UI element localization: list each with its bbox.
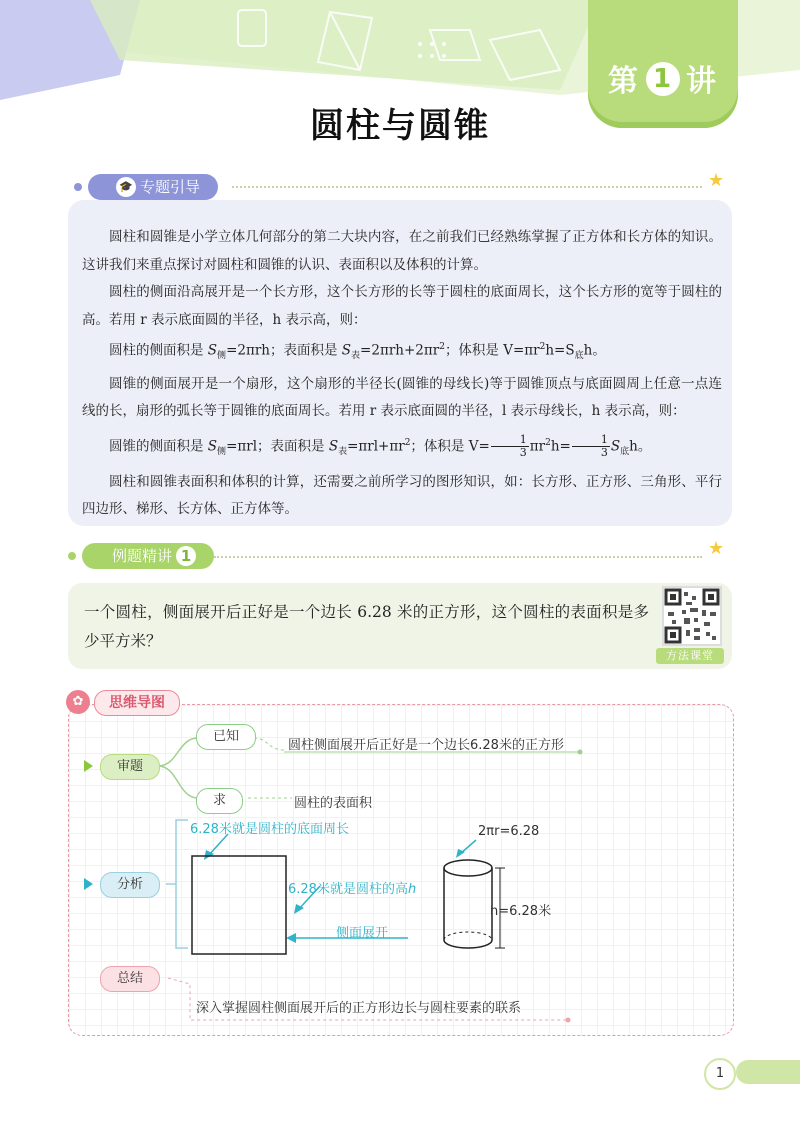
node-summary: 总结	[100, 966, 160, 992]
page-number: 1	[704, 1058, 736, 1090]
section-tab-intro	[88, 174, 218, 200]
star-icon: ★	[708, 538, 725, 559]
annot-perimeter: 6.28米就是圆柱的底面周长	[190, 822, 349, 837]
known-text: 圆柱侧面展开后正好是一个边长6.28米的正方形	[288, 738, 564, 753]
cylinder-formula: 圆柱的侧面积是 $S_侧=2\pi rh$；表面积是 $S_表=2\pi rh+2\pi r^2$；体积是 $V=\pi r^2h=S_底h$。	[109, 342, 606, 362]
chevron-right-icon	[84, 878, 93, 890]
section-tab-example	[82, 543, 214, 569]
lecture-prefix: 第	[608, 64, 640, 99]
annot-height: 6.28米就是圆柱的高h	[288, 882, 417, 897]
star-icon: ★	[708, 170, 725, 191]
lecture-suffix: 讲	[686, 64, 718, 99]
example-number: 1	[176, 546, 196, 566]
node-find: 求	[196, 788, 243, 814]
section-divider	[232, 186, 702, 188]
intro-paragraph-4: 圆锥的侧面展开是一个扇形，这个扇形的半径长(圆锥的母线长)等于圆锥顶点与底面圆周上任意一点连线的长，扇形的弧长等于圆锥的底面周长。若用 r 表示底面圆的半径，l 表示母线长，h 表示高，则：	[82, 375, 722, 420]
find-text: 圆柱的表面积	[294, 796, 373, 811]
summary-text: 深入掌握圆柱侧面展开后的正方形边长与圆柱要素的联系	[196, 1001, 522, 1016]
intro-text	[82, 224, 722, 524]
tab-dot	[68, 552, 76, 560]
lecture-label	[588, 56, 738, 100]
intro-tab-label: 专题引导	[140, 178, 201, 196]
lecture-number: 1	[646, 62, 680, 96]
qr-code-icon[interactable]	[662, 586, 722, 646]
example-question: 一个圆柱，侧面展开后正好是一个边长 6.28 米的正方形，这个圆柱的表面积是多少平方米？	[84, 603, 649, 650]
height-label: h=6.28米	[490, 904, 552, 919]
brain-icon: ✿	[66, 690, 90, 714]
example-tab-label: 例题精讲	[112, 547, 173, 565]
qr-label[interactable]: 方法课堂	[656, 648, 724, 664]
chevron-right-icon	[84, 760, 93, 772]
node-analysis: 分析	[100, 872, 160, 898]
footer-bar	[736, 1060, 800, 1084]
node-review: 审题	[100, 754, 160, 780]
mindmap-connectors	[68, 704, 732, 1034]
intro-paragraph-1: 圆柱和圆锥是小学立体几何部分的第二大块内容，在之前我们已经熟练掌握了正方体和长方体的知识。这讲我们来重点探讨对圆柱和圆锥的认识、表面积以及体积的计算。	[82, 229, 722, 273]
section-divider	[214, 556, 702, 558]
mindmap-tab-label: 思维导图	[94, 690, 180, 716]
unfold-label: 侧面展开	[336, 926, 389, 941]
intro-paragraph-2: 圆柱的侧面沿高展开是一个长方形，这个长方形的长等于圆柱的底面周长，这个长方形的宽等于圆柱的高。若用 r 表示底面圆的半径，h 表示高，则：	[82, 284, 722, 328]
circumference-label: 2πr=6.28	[478, 824, 540, 839]
cone-formula: 圆锥的侧面积是 $S_侧=\pi rl$；表面积是 $S_表=\pi rl+\pi r^2$；体积是 V= $\frac{1}{3}$ $\pi r^2h=$ $\frac{1}{3}$ $S_底h$。	[109, 433, 652, 460]
tab-dot	[74, 183, 82, 191]
page-title: 圆柱与圆锥	[310, 106, 490, 146]
intro-paragraph-6: 圆柱和圆锥表面积和体积的计算，还需要之前所学习的图形知识，如：长方形、正方形、三角形、平行四边形、梯形、长方体、正方体等。	[82, 473, 722, 518]
node-known: 已知	[196, 724, 256, 750]
graduation-cap-icon: 🎓	[116, 177, 136, 197]
